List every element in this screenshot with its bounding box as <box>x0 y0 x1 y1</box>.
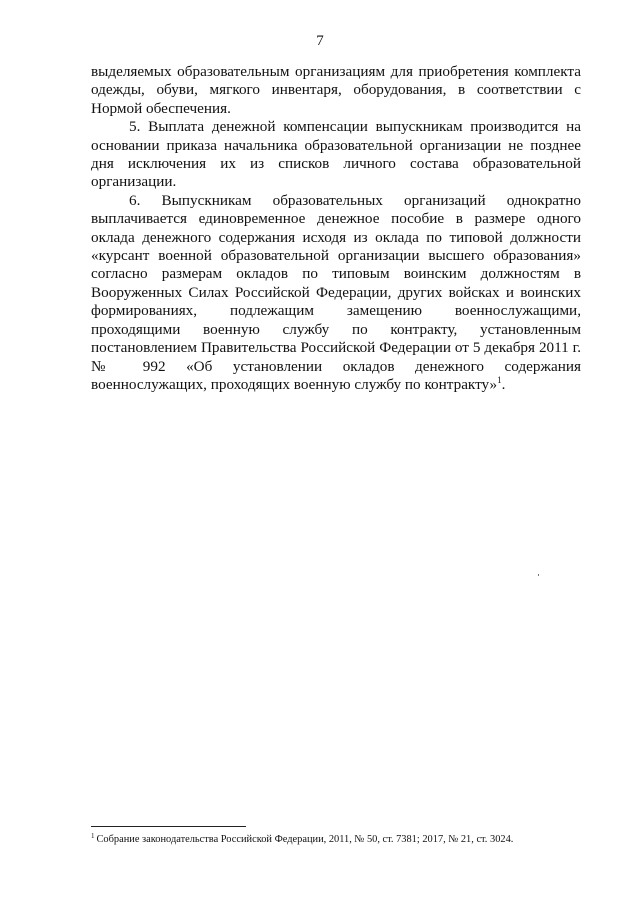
document-body <box>91 63 581 394</box>
footnote-reference: 1 <box>497 374 502 385</box>
paragraph-6-ending: . <box>501 375 506 393</box>
footnote-separator <box>91 826 246 827</box>
paragraph-5: 5. Выплата денежной компенсации выпускникам производится на основании приказа начальника образовательной организации не позднее дня исключения их из списков личного состава образовательной организации. <box>91 118 581 191</box>
footnote <box>91 833 581 846</box>
page-number: 7 <box>316 33 324 49</box>
scan-speck <box>538 574 539 576</box>
paragraph-6 <box>91 192 581 394</box>
footnote-mark: 1 <box>91 831 95 840</box>
footnote-text: Собрание законодательства Российской Федерации, 2011, № 50, ст. 7381; 2017, № 21, ст. 3024. <box>96 834 514 845</box>
paragraph-continuation: выделяемых образовательным организациям для приобретения комплекта одежды, обуви, мягкого инвентаря, оборудования, в соответствии с Нормой обеспечения. <box>91 63 581 117</box>
paragraph-6-text: 6. Выпускникам образовательных организаций однократно выплачивается единовременное денежное пособие в размере одного оклада денежного содержания исходя из оклада по типовой должности «курсант военной образовательной организации высшего образования» согласно размерам окладов по типовым воинским должностям в Вооруженных Силах Российской Федерации, других войсках и воинских формированиях, подлежащим замещению военнослужащими, проходящими военную службу по контракту, установленным постановлением Правительства Российской Федерации от 5 декабря 2011 г. № 992 «Об установлении окладов денежного содержания военнослужащих, проходящих военную службу по контракту» <box>91 191 581 393</box>
